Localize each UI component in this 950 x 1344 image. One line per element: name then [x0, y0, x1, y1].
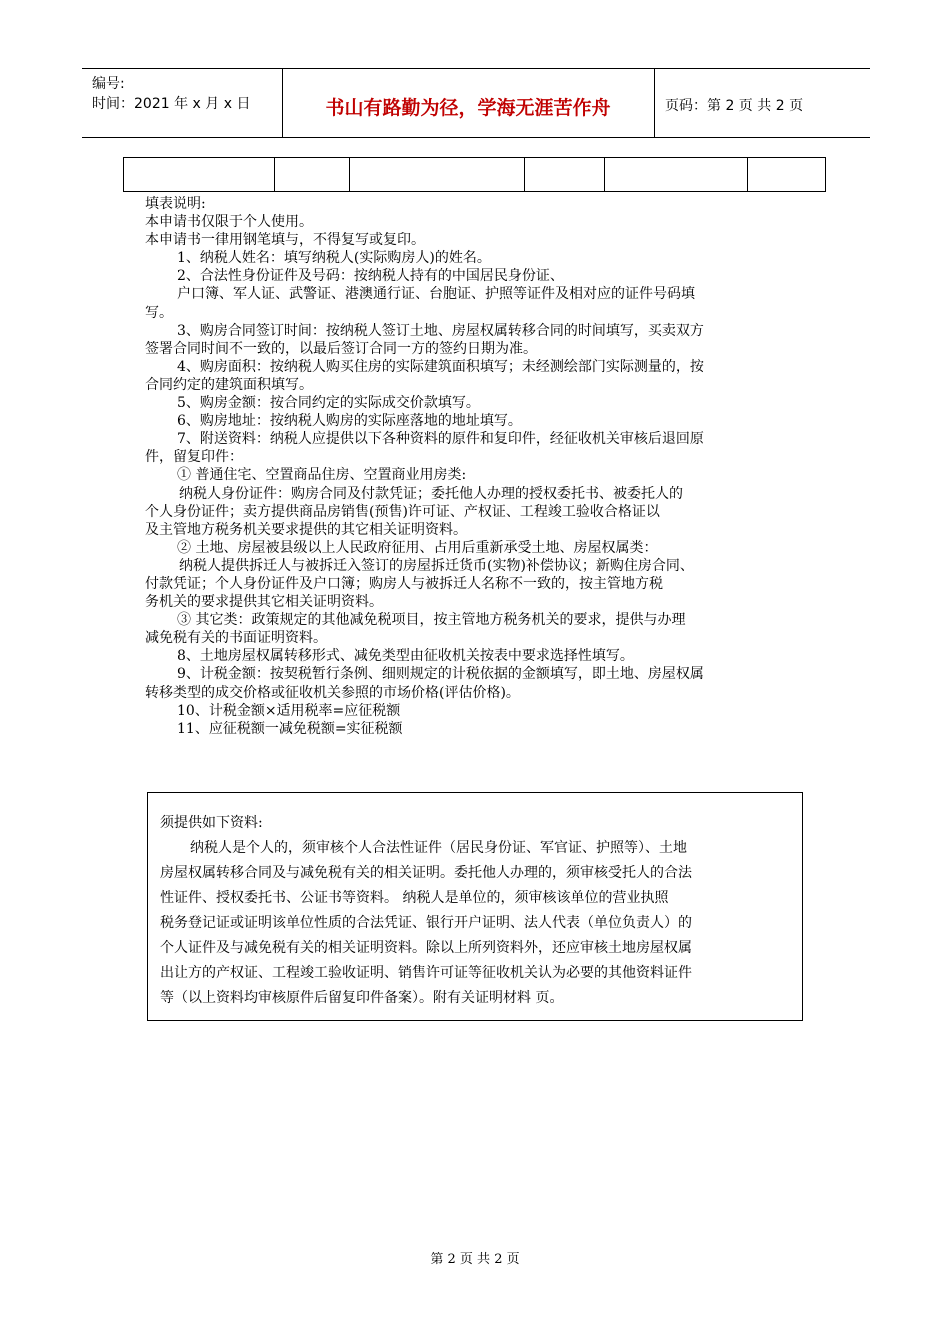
page-info: 页码：第 2 页 共 2 页 [665, 98, 804, 114]
required-materials-box [147, 792, 803, 1021]
table-divider [524, 158, 525, 191]
note-line: 8、土地房屋权属转移形式、减免类型由征收机关按表中要求选择性填写。 [177, 648, 634, 665]
box-line: 出让方的产权证、工程竣工验收证明、销售许可证等征收机关认为必要的其他资料证件 [160, 965, 692, 981]
note-line: 减免税有关的书面证明资料。 [145, 630, 327, 647]
note-line: 纳税人身份证件：购房合同及付款凭证；委托他人办理的授权委托书、被委托人的 [179, 485, 683, 502]
motto-text: 书山有路勤为径，学海无涯苦作舟 [325, 97, 611, 119]
note-line: 5、购房金额：按合同约定的实际成交价款填写。 [177, 395, 480, 412]
table-divider [747, 158, 748, 191]
table-divider [274, 158, 275, 191]
note-line: 个人身份证件；卖方提供商品房销售(预售)许可证、产权证、工程竣工验收合格证以 [145, 503, 660, 520]
note-line: 合同约定的建筑面积填写。 [145, 376, 313, 393]
note-line: 务机关的要求提供其它相关证明资料。 [145, 594, 383, 611]
note-line: 件，留复印件： [145, 449, 243, 466]
note-line: 户口簿、军人证、武警证、港澳通行证、台胞证、护照等证件及相对应的证件号码填 [177, 286, 695, 303]
box-line: 纳税人是个人的，须审核个人合法性证件（居民身份证、军官证、护照等）、土地 [190, 840, 687, 856]
note-line: 转移类型的成交价格或征收机关参照的市场价格(评估价格)。 [145, 684, 520, 701]
note-line: 及主管地方税务机关要求提供的其它相关证明资料。 [145, 521, 467, 538]
note-line: 纳税人提供拆迁人与被拆迁入签订的房屋拆迁货币(实物)补偿协议；新购住房合同、 [179, 557, 694, 574]
date-label: 时间：2021 年 x 月 x 日 [92, 96, 251, 112]
page-footer: 第 2 页 共 2 页 [430, 1252, 520, 1267]
box-title: 须提供如下资料: [160, 815, 263, 831]
note-line: 1、纳税人姓名：填写纳税人(实际购房人)的姓名。 [177, 250, 491, 267]
note-line: ① 普通住宅、空置商品住房、空置商业用房类: [177, 467, 467, 484]
note-line: ③ 其它类：政策规定的其他减免税项目，按主管地方税务机关的要求，提供与办理 [177, 612, 686, 629]
note-line: 4、购房面积：按纳税人购买住房的实际建筑面积填写；未经测绘部门实际测量的，按 [177, 358, 704, 375]
note-line: 3、购房合同签订时间：按纳税人签订土地、房屋权属转移合同的时间填写，买卖双方 [177, 322, 704, 339]
note-line: 9、计税金额：按契税暂行条例、细则规定的计税依据的金额填写，即土地、房屋权属 [177, 666, 704, 683]
header-motto-cell [282, 69, 655, 137]
notes-title: 填表说明: [145, 196, 206, 212]
note-line: 本申请书一律用钢笔填与，不得复写或复印。 [145, 232, 425, 249]
note-line: 2、合法性身份证件及号码：按纳税人持有的中国居民身份证、 [177, 268, 564, 285]
note-line: 签署合同时间不一致的，以最后签订合同一方的签约日期为准。 [145, 340, 537, 357]
serial-label: 编号: [92, 76, 125, 92]
box-line: 个人证件及与减免税有关的相关证明资料。除以上所列资料外，还应审核土地房屋权属 [160, 940, 692, 956]
box-line: 等（以上资料均审核原件后留复印件备案）。附有关证明材料 页。 [160, 990, 564, 1006]
box-line: 税务登记证或证明该单位性质的合法凭证、银行开户证明、法人代表（单位负责人）的 [160, 915, 692, 931]
page-header [82, 68, 870, 138]
header-left-cell [82, 69, 283, 137]
note-line: 7、附送资料：纳税人应提供以下各种资料的原件和复印件，经征收机关审核后退回原 [177, 431, 704, 448]
header-right-cell [655, 69, 870, 137]
table-divider [604, 158, 605, 191]
note-line: 10、计税金额×适用税率=应征税额 [177, 702, 401, 719]
note-line: 11、应征税额一减免税额=实征税额 [177, 720, 403, 737]
box-line: 房屋权属转移合同及与减免税有关的相关证明。委托他人办理的，须审核受托人的合法 [160, 865, 692, 881]
table-divider [349, 158, 350, 191]
empty-table-row [123, 157, 826, 192]
box-line: 性证件、授权委托书、公证书等资料。 纳税人是单位的，须审核该单位的营业执照 [160, 890, 669, 906]
note-line: 写。 [145, 304, 173, 321]
note-line: 6、购房地址：按纳税人购房的实际座落地的地址填写。 [177, 413, 522, 430]
note-line: 付款凭证；个人身份证件及户口簿；购房人与被拆迁人名称不一致的，按主管地方税 [145, 575, 663, 592]
note-line: 本申请书仅限于个人使用。 [145, 214, 313, 231]
note-line: ② 土地、房屋被县级以上人民政府征用、占用后重新承受土地、房屋权属类： [177, 539, 658, 556]
filling-instructions [145, 195, 810, 738]
